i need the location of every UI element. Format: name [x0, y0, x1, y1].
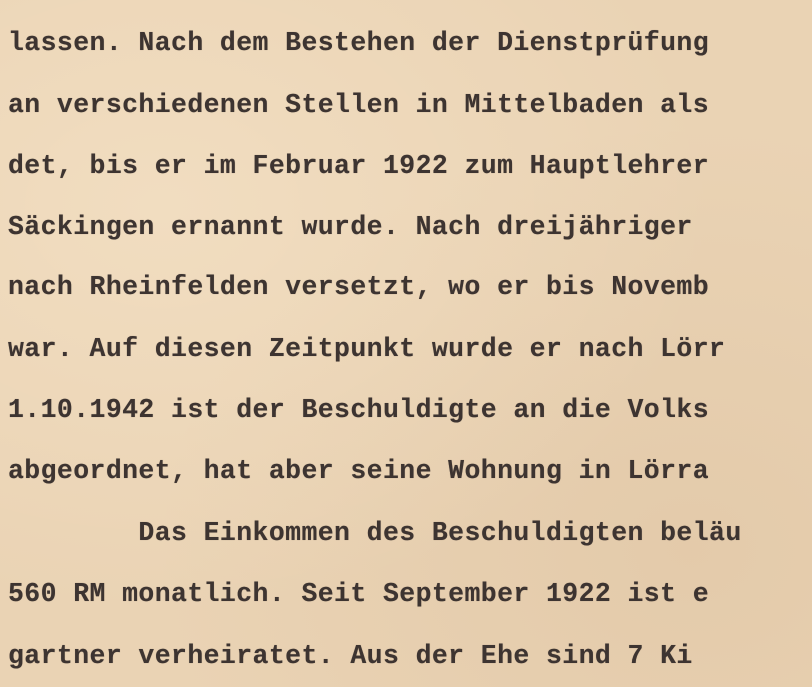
text-line-7: 1.10.1942 ist der Beschuldigte an die Volks	[8, 395, 710, 425]
text-line-6: war. Auf diesen Zeitpunkt wurde er nach Lörr	[8, 334, 726, 364]
text-line-5: nach Rheinfelden versetzt, wo er bis Novemb	[8, 272, 710, 302]
text-line-8: abgeordnet, hat aber seine Wohnung in Lörra	[8, 456, 710, 486]
text-line-4: Säckingen ernannt wurde. Nach dreijähriger	[8, 212, 693, 242]
text-line-2: an verschiedenen Stellen in Mittelbaden als	[8, 90, 710, 120]
text-line-3: det, bis er im Februar 1922 zum Hauptlehrer	[8, 151, 710, 181]
text-line-1: lassen. Nach dem Bestehen der Dienstprüfung	[8, 28, 710, 58]
text-line-11: gartner verheiratet. Aus der Ehe sind 7 Ki	[8, 641, 693, 671]
text-line-9-paragraph-start: Das Einkommen des Beschuldigten beläu	[8, 518, 742, 548]
text-line-10: 560 RM monatlich. Seit September 1922 ist e	[8, 579, 710, 609]
